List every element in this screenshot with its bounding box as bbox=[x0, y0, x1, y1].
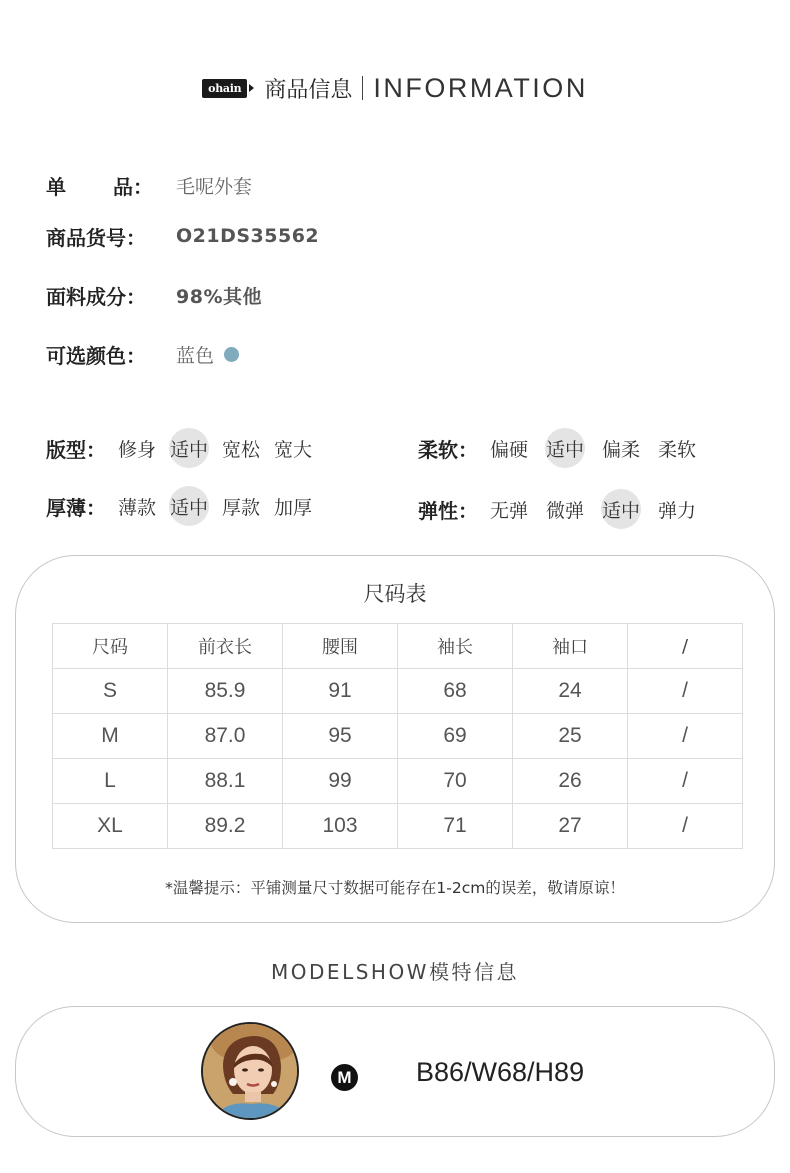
table-header-cell: 腰围 bbox=[283, 624, 398, 669]
table-cell: 71 bbox=[398, 804, 513, 849]
attr-option: 厚款 bbox=[222, 496, 261, 519]
attr-option: 加厚 bbox=[274, 496, 313, 519]
attr-option: 修身 bbox=[118, 438, 157, 461]
attr-option: 宽大 bbox=[274, 438, 313, 461]
model-size-badge: M bbox=[331, 1064, 358, 1091]
info-value-sku: O21DS35562 bbox=[176, 225, 320, 247]
attr-option: 柔软 bbox=[658, 438, 697, 461]
info-label-fabric: 面料成分： bbox=[46, 284, 146, 309]
info-label-item-a: 单 bbox=[46, 174, 66, 199]
attr-option-selected: 适中 bbox=[170, 493, 208, 520]
table-cell: XL bbox=[53, 804, 168, 849]
attr-label-softness: 柔软： bbox=[418, 437, 478, 462]
attr-label-elasticity: 弹性： bbox=[418, 498, 478, 523]
table-row bbox=[53, 669, 743, 714]
measurement-tip: *温馨提示：平铺测量尺寸数据可能存在1-2cm的误差，敬请原谅！ bbox=[165, 879, 625, 897]
attr-option: 薄款 bbox=[118, 496, 157, 519]
attr-option-selected: 适中 bbox=[602, 496, 640, 523]
size-table bbox=[52, 623, 743, 849]
table-row bbox=[53, 759, 743, 804]
header-title-en: INFORMATION bbox=[373, 72, 588, 103]
table-header-row bbox=[53, 624, 743, 669]
size-chart-title: 尺码表 bbox=[363, 582, 427, 606]
table-cell: 103 bbox=[283, 804, 398, 849]
attr-option: 宽松 bbox=[222, 438, 261, 461]
table-cell: 99 bbox=[283, 759, 398, 804]
table-cell: L bbox=[53, 759, 168, 804]
table-header-cell: 尺码 bbox=[53, 624, 168, 669]
attr-option: 偏硬 bbox=[490, 438, 529, 461]
table-header-cell: 袖长 bbox=[398, 624, 513, 669]
table-header-cell: / bbox=[628, 624, 743, 669]
header-title-cn: 商品信息 bbox=[264, 77, 353, 103]
table-cell: S bbox=[53, 669, 168, 714]
info-row-fabric bbox=[46, 280, 262, 310]
info-label-sku: 商品货号： bbox=[46, 225, 146, 250]
model-avatar bbox=[201, 1022, 299, 1120]
info-value-fabric: 98%其他 bbox=[176, 285, 262, 308]
info-label-item-b: 品： bbox=[113, 174, 153, 199]
attr-row-elasticity bbox=[418, 491, 710, 527]
table-cell: 89.2 bbox=[168, 804, 283, 849]
table-cell: 69 bbox=[398, 714, 513, 759]
table-cell: 87.0 bbox=[168, 714, 283, 759]
table-cell: 95 bbox=[283, 714, 398, 759]
brand-logo: ohain bbox=[202, 79, 247, 98]
table-cell: 88.1 bbox=[168, 759, 283, 804]
info-row-sku bbox=[46, 221, 319, 251]
table-cell: 25 bbox=[513, 714, 628, 759]
table-header-cell: 前衣长 bbox=[168, 624, 283, 669]
table-row bbox=[53, 804, 743, 849]
attr-option: 无弹 bbox=[490, 499, 529, 522]
table-cell: 27 bbox=[513, 804, 628, 849]
table-row bbox=[53, 714, 743, 759]
attr-option: 微弹 bbox=[546, 499, 585, 522]
page-header bbox=[0, 70, 790, 106]
attr-label-thickness: 厚薄： bbox=[46, 495, 106, 520]
info-label-color: 可选颜色： bbox=[46, 343, 146, 368]
table-cell: 91 bbox=[283, 669, 398, 714]
attr-option: 弹力 bbox=[658, 499, 697, 522]
model-measurements: B86/W68/H89 bbox=[416, 1057, 585, 1087]
header-divider bbox=[362, 76, 363, 100]
table-cell: / bbox=[628, 669, 743, 714]
attr-row-thickness bbox=[46, 488, 326, 524]
size-chart-card bbox=[15, 555, 775, 923]
attr-row-softness bbox=[418, 430, 710, 466]
info-value-item: 毛呢外套 bbox=[176, 175, 253, 198]
attr-option: 偏柔 bbox=[602, 438, 641, 461]
table-cell: / bbox=[628, 714, 743, 759]
model-section-title: MODELSHOW模特信息 bbox=[271, 960, 519, 984]
table-cell: 68 bbox=[398, 669, 513, 714]
info-row-color bbox=[46, 339, 239, 369]
table-cell: 24 bbox=[513, 669, 628, 714]
table-cell: / bbox=[628, 804, 743, 849]
model-info-card bbox=[15, 1006, 775, 1137]
attr-option-selected: 适中 bbox=[546, 435, 584, 462]
info-value-color: 蓝色 bbox=[176, 344, 215, 367]
attr-row-fit bbox=[46, 430, 326, 466]
table-cell: 85.9 bbox=[168, 669, 283, 714]
table-cell: 70 bbox=[398, 759, 513, 804]
info-row-item bbox=[46, 170, 252, 200]
table-header-cell: 袖口 bbox=[513, 624, 628, 669]
logo-arrow-icon bbox=[249, 84, 254, 92]
info-label-item bbox=[46, 171, 153, 200]
model-portrait-image bbox=[203, 1024, 299, 1120]
color-swatch bbox=[224, 347, 239, 362]
table-cell: M bbox=[53, 714, 168, 759]
table-cell: / bbox=[628, 759, 743, 804]
table-cell: 26 bbox=[513, 759, 628, 804]
attr-option-selected: 适中 bbox=[170, 435, 208, 462]
attr-label-fit: 版型： bbox=[46, 437, 106, 462]
